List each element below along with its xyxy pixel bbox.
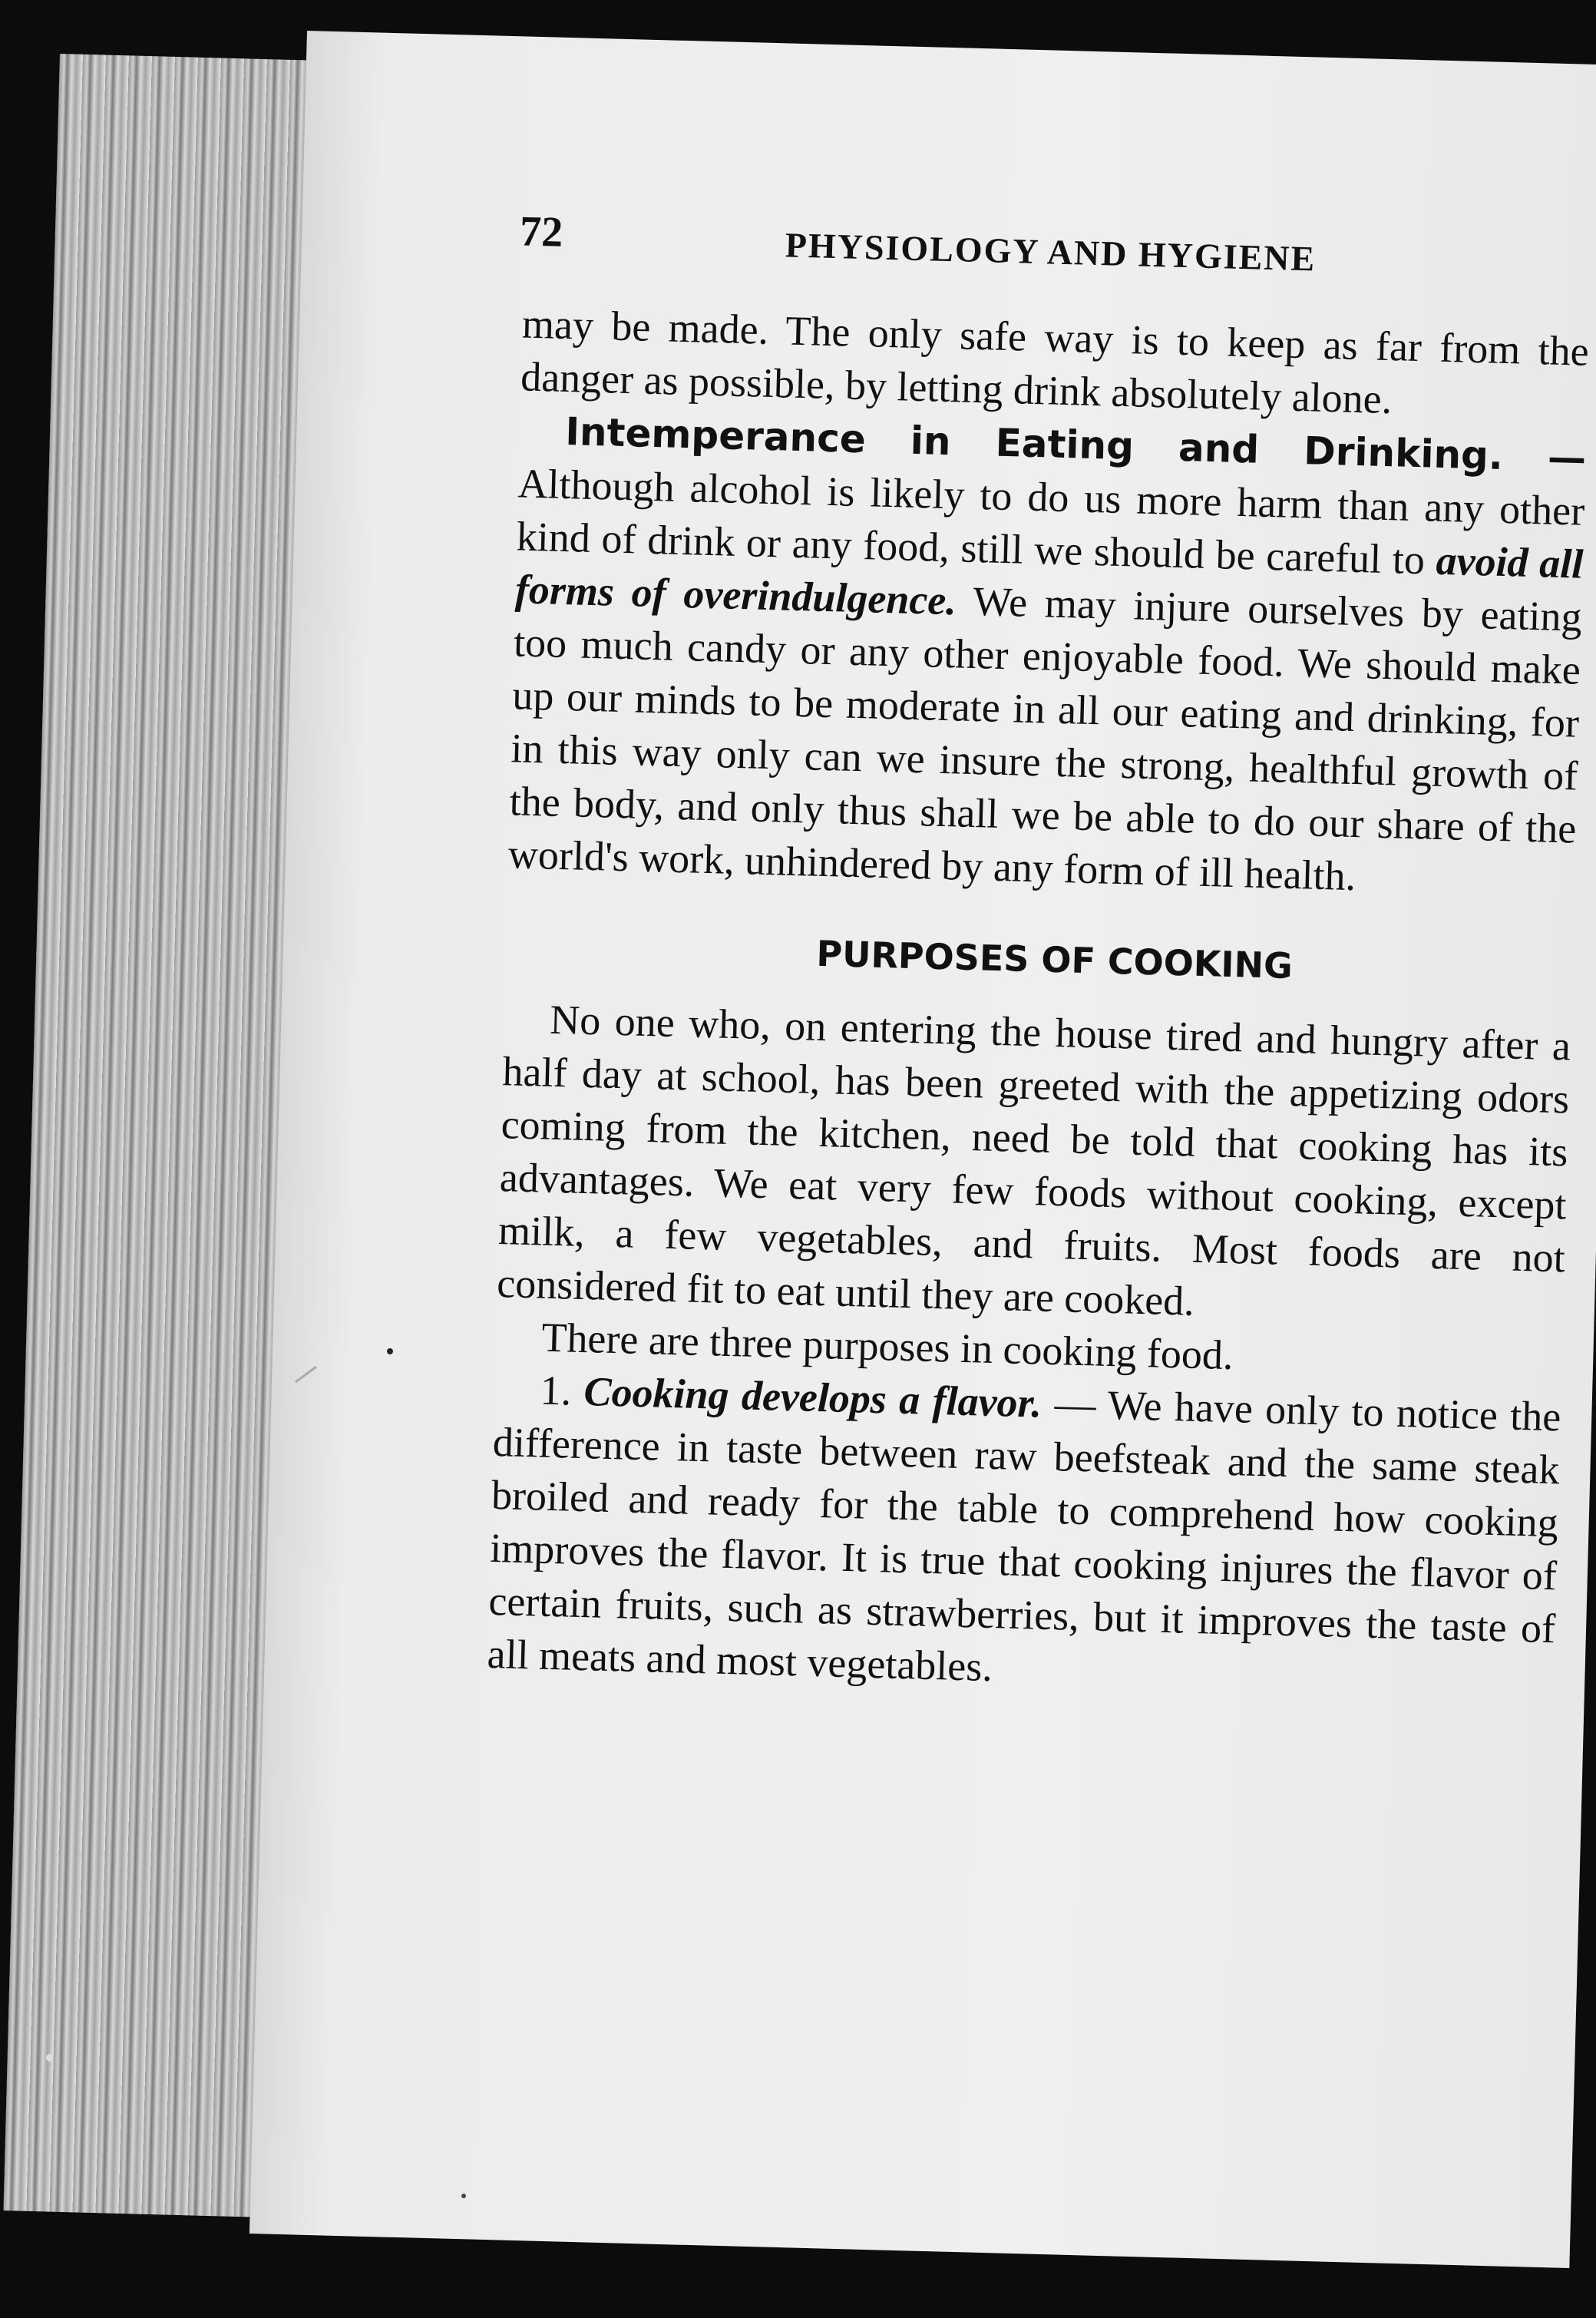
running-title: PHYSIOLOGY AND HYGIENE	[785, 225, 1317, 279]
intemperance-emphasis: avoid all forms of overindulgence.	[514, 537, 1584, 624]
page-number: 72	[519, 207, 564, 256]
item-heading: Cooking develops a flavor.	[583, 1368, 1043, 1427]
intemperance-heading: Intemperance in Eating and Drinking. —	[564, 408, 1587, 481]
intemperance-paragraph	[507, 403, 1587, 908]
continuation-paragraph: may be made. The only safe way is to keep as far from the danger as possible, by letting drink absolutely alone.	[520, 300, 1590, 423]
item-number: 1.	[539, 1367, 585, 1415]
cooking-paragraph-2: There are three purposes in cooking food.	[540, 1314, 1234, 1379]
intemperance-text-1: Although alcohol is likely to do us more harm than any other kind of drink or any food, still we should be careful to	[516, 460, 1585, 584]
cooking-item-1	[487, 1363, 1561, 1708]
section-heading: PURPOSES OF COOKING	[815, 932, 1294, 987]
page-text	[487, 206, 1592, 1709]
cooking-paragraph-1: No one who, on entering the house tired and hungry after a half day at school, has been greeted with the appetizing odors coming from the kitchen, need be told that cooking has its advantages. We eat very few foods without cooking, except milk, a few vegetables, and fruits. Most foods are not considered fit to eat until they are cooked.	[496, 996, 1571, 1324]
book-page	[249, 31, 1596, 2268]
intemperance-text-2: We may injure ourselves by eating too much candy or any other enjoyable food. We should make up our minds to be moderate in all our eating and drinking, for in this way only can we insure the strong, healthful growth of the body, and only thus shall we be able to do our share of the world's work, unhindered by any form of ill health.	[507, 577, 1583, 900]
item-text: — We have only to notice the difference in taste between raw beefsteak and the same steak broiled and ready for the table to comprehend how cooking improves the flavor. It is true that cooking injures the flavor of certain fruits, such as strawberries, but it improves the taste of all meats and most vegetables.	[486, 1380, 1562, 1691]
